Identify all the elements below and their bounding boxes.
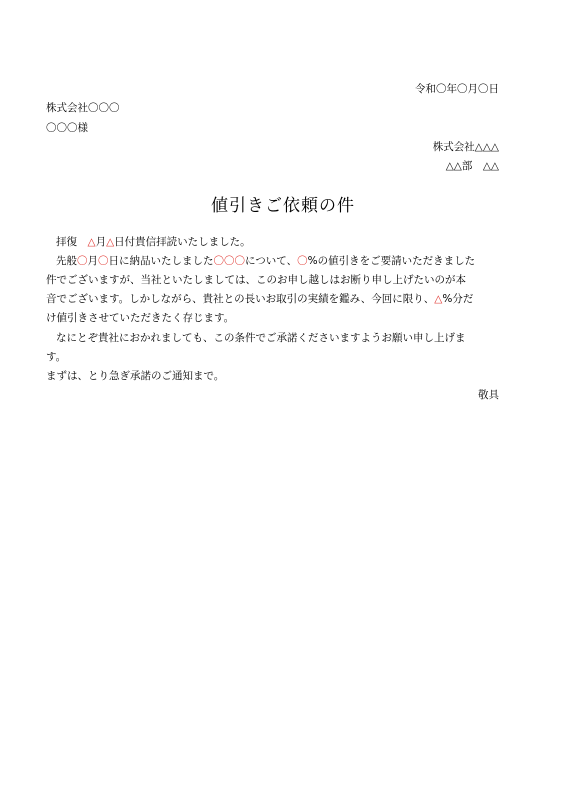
placeholder-mark: △ (106, 236, 115, 248)
placeholder-mark: △ (434, 293, 443, 305)
body-line-6: す。 (46, 351, 67, 363)
placeholder-mark: 〇 (77, 255, 88, 267)
body-line-5: なにとぞ貴社におかれましても、この条件でご承諾くださいますようお願い申し上げま (56, 332, 466, 344)
body-text: 音でございます。しかしながら、貴社との長いお取引の実績を鑑み、今回に限り、 (46, 293, 435, 305)
body-text: について、 (245, 255, 298, 267)
body-line-1 (46, 254, 498, 268)
placeholder-mark: 〇 (98, 255, 109, 267)
body-text: 日に納品いたしました (108, 255, 214, 267)
placeholder-mark: 〇 (297, 255, 308, 267)
greeting-text: 拝復 (56, 236, 88, 248)
date-line: 令和〇年〇月〇日 (415, 83, 499, 95)
sender-company: 株式会社△△△ (432, 141, 499, 153)
recipient-person: 〇〇〇様 (46, 122, 88, 134)
body-line-4: け値引きさせていただきたく存じます。 (46, 312, 235, 324)
body-text: %分だ (442, 293, 474, 305)
sign-off: 敬具 (478, 389, 499, 401)
body-text: %の値引きをご要請いただきました (307, 255, 476, 267)
greeting-text: 日付貴信拝読いたしました。 (114, 236, 251, 248)
body-text: 月 (87, 255, 98, 267)
greeting-text: 月 (95, 236, 107, 248)
sender-person: △△部 △△ (445, 160, 499, 172)
placeholder-mark: 〇〇〇 (213, 255, 245, 267)
body-line-2: 件でございますが、当社といたしましては、このお申し越しはお断り申し上げたいのが本 (46, 274, 466, 286)
closing-line: まずは、とり急ぎ承諾のご通知まで。 (46, 370, 225, 382)
body-line-3 (46, 292, 498, 306)
letter-title: 値引きご依頼の件 (211, 196, 355, 216)
greeting-line (46, 235, 508, 249)
recipient-company: 株式会社〇〇〇 (46, 102, 120, 114)
placeholder-mark: △ (87, 236, 96, 248)
body-text: 先般 (56, 255, 77, 267)
